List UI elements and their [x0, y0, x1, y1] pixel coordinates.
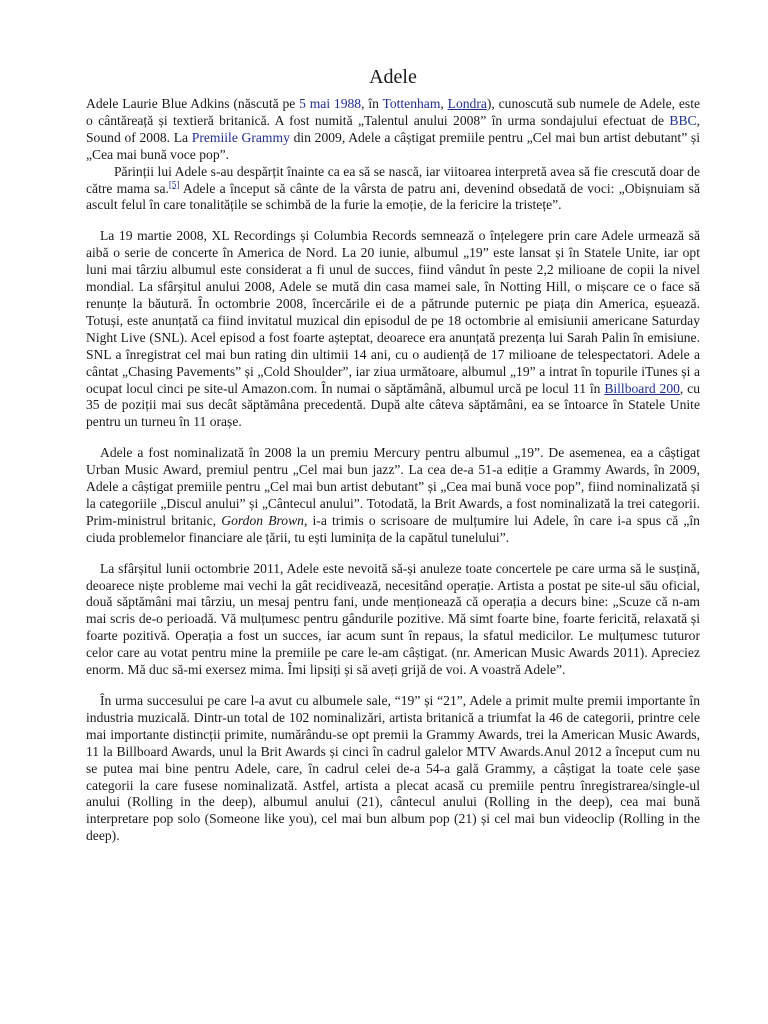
reference-5-link[interactable]: [5]	[168, 179, 180, 189]
intro-text-6: din 2009, Adele a câștigat premiile pentru „Cel mai bun artist debutant” și „Cea mai bună voce pop”.	[86, 129, 700, 162]
paragraph-mercury	[86, 445, 700, 546]
link-birthdate[interactable]: 5 mai 1988	[299, 96, 362, 111]
paragraph-awards: În urma succesului pe care l-a avut cu albumele sale, “19” și “21”, Adele a primit multe premii importante în industria muzicală. Dintr-un total de 102 nominalizări, artista britanică a triumfat la 46 de categorii, printre cele mai importante distincții primite, numărându-se opt premii la Grammy Awards, trei la American Music Awards, 11 la Billboard Awards, unul la Brit Awards și cinci în cadrul galelor MTV Awards.Anul 2012 a început cum nu se putea mai bine pentru Adele, care, în cadrul celei de-a 54-a gală Grammy, a câștigat la toate cele șase categorii la care fusese nominalizată. Astfel, artista a plecat acasă cu premiile pentru înregistrarea/single-ul anului (Rolling in the deep), albumul anului (21), cântecul anului (Rolling in the deep), cea mai bună interpretare pop solo (Someone like you), cel mai bun album pop (21) și cel mai bun videoclip (Rolling in the deep).	[86, 693, 700, 844]
link-bbc[interactable]: BBC	[669, 112, 697, 128]
pmercury-text-2: , i-a trimis o scrisoare de mulțumire lui Adele, în care i-a spus că „în ciuda problemelor financiare ale țării, tu ești luminița de la capătul tunelului”.	[86, 512, 700, 545]
intro-paragraph	[86, 96, 700, 164]
link-premiile-grammy[interactable]: Premiile Grammy	[191, 129, 290, 145]
gordon-brown-name: Gordon Brown	[221, 512, 304, 528]
parents-paragraph	[86, 164, 700, 215]
p2008-text-2: , cu 35 de poziții mai sus decât săptămâna precedentă. După alte câteva săptămâni, ea se întoarce în Statele Unite pentru un turneu în 11 orașe.	[86, 380, 701, 430]
parents-text-2: Adele a început să cânte de la vârsta de patru ani, devenind obsedată de voci: „Obișnuiam să ascult felul în care tonalitățile se schimbă de la furie la emoție, de la fericire la tristețe”.	[86, 180, 700, 213]
intro-text-5: , Sound of 2008. La	[86, 112, 700, 145]
reference-5	[169, 179, 180, 189]
pmercury-text-1: Adele a fost nominalizată în 2008 la un premiu Mercury pentru albumul „19”. De asemenea, ea a câștigat Urban Music Award, premiul pentru „Cel mai bun jazz”. La cea de-a 51-a ediție a Grammy Awards, în 2009, Adele a câștigat premiile pentru „Cel mai bun artist debutant” și „Cea mai bună voce pop”, fiind nominalizată și la categoriile „Discul anului” și „Cântecul anului”. Totodată, la Brit Awards, a fost nominalizată la trei categorii. Prim-ministrul britanic,	[86, 445, 700, 528]
intro-text-2: , în	[361, 96, 383, 111]
p2008-text-1: La 19 martie 2008, XL Recordings și Columbia Records semnează o înțelegere prin care Adele urmează să aibă o serie de concerte în America de Nord. La 20 iunie, albumul „19” este lansat și în Statele Unite, iar opt luni mai târziu albumul este considerat a fi unul de succes, fiind vândut în peste 2,2 milioane de copii la nivel mondial. La sfârșitul anului 2008, Adele se mută din casa mamei sale, în Notting Hill, o mișcare ce o face să renunțe la băutură. În octombrie 2008, încercările ei de a pătrunde puternic pe piața din America, eșuează. Totuși, este anunțată ca fiind invitatul muzical din episodul de pe 18 octombrie al emisiunii americane Saturday Night Live (SNL). Acel episod a fost foarte așteptat, deoarece era anunțată prezența lui Sarah Palin în emisiune. SNL a înregistrat cel mai bun rating din ultimii 14 ani, cu o audiență de 17 milioane de telespectatori. Adele a cântat „Chasing Pavements” și „Cold Shoulder”, iar ziua următoare, albumul „19” a intrat în topurile iTunes și a ocupat locul cinci pe site-ul Amazon.com. În numai o săptămână, albumul urcă pe locul 11 în	[86, 228, 700, 396]
document-page	[86, 64, 700, 845]
intro-text-4: ), cunoscută sub numele de Adele, este o cântăreață și textieră britanică. A fost numită „Talentul anului 2008” în urma sondajului efectuat de	[86, 96, 701, 128]
link-londra[interactable]: Londra	[447, 96, 487, 111]
link-tottenham[interactable]: Tottenham	[382, 96, 441, 111]
paragraph-2011: La sfârșitul lunii octombrie 2011, Adele este nevoită să-și anuleze toate concertele pe care urma să le susțină, deoarece niște probleme mai vechi la gât recidivează, necesitând operație. Artista a postat pe site-ul său oficial, două săptămâni mai târziu, un mesaj pentru fani, unde menționează că operația a decurs bine: „Scuze că n-am mai scris de-o perioadă. Vă mulțumesc pentru gândurile pozitive. Mă simt foarte bine, foarte fericită, relaxată și foarte pozitivă. Operația a fost un succes, iar acum sunt în repaus, la sfatul medicilor. Le mulțumesc tuturor celor care au votat pentru mine la premiile pe care le-am câștigat. (nr. American Music Awards 2011). Apreciez enorm. Mă duc să-mi exersez mima. Îmi lipsiți și să aveți grijă de voi. A voastră Adele”.	[86, 560, 700, 678]
intro-text-1: Adele Laurie Blue Adkins (născută pe	[86, 96, 300, 111]
parents-text-1: Părinții lui Adele s-au despărțit înainte ca ea să se nască, iar viitoarea interpretă avea să fie crescută doar de către mama sa.	[86, 163, 700, 196]
intro-text-3: ,	[440, 96, 448, 111]
paragraph-2008	[86, 228, 700, 431]
page-title: Adele	[369, 66, 417, 88]
link-billboard-200[interactable]: Billboard 200	[604, 380, 680, 396]
